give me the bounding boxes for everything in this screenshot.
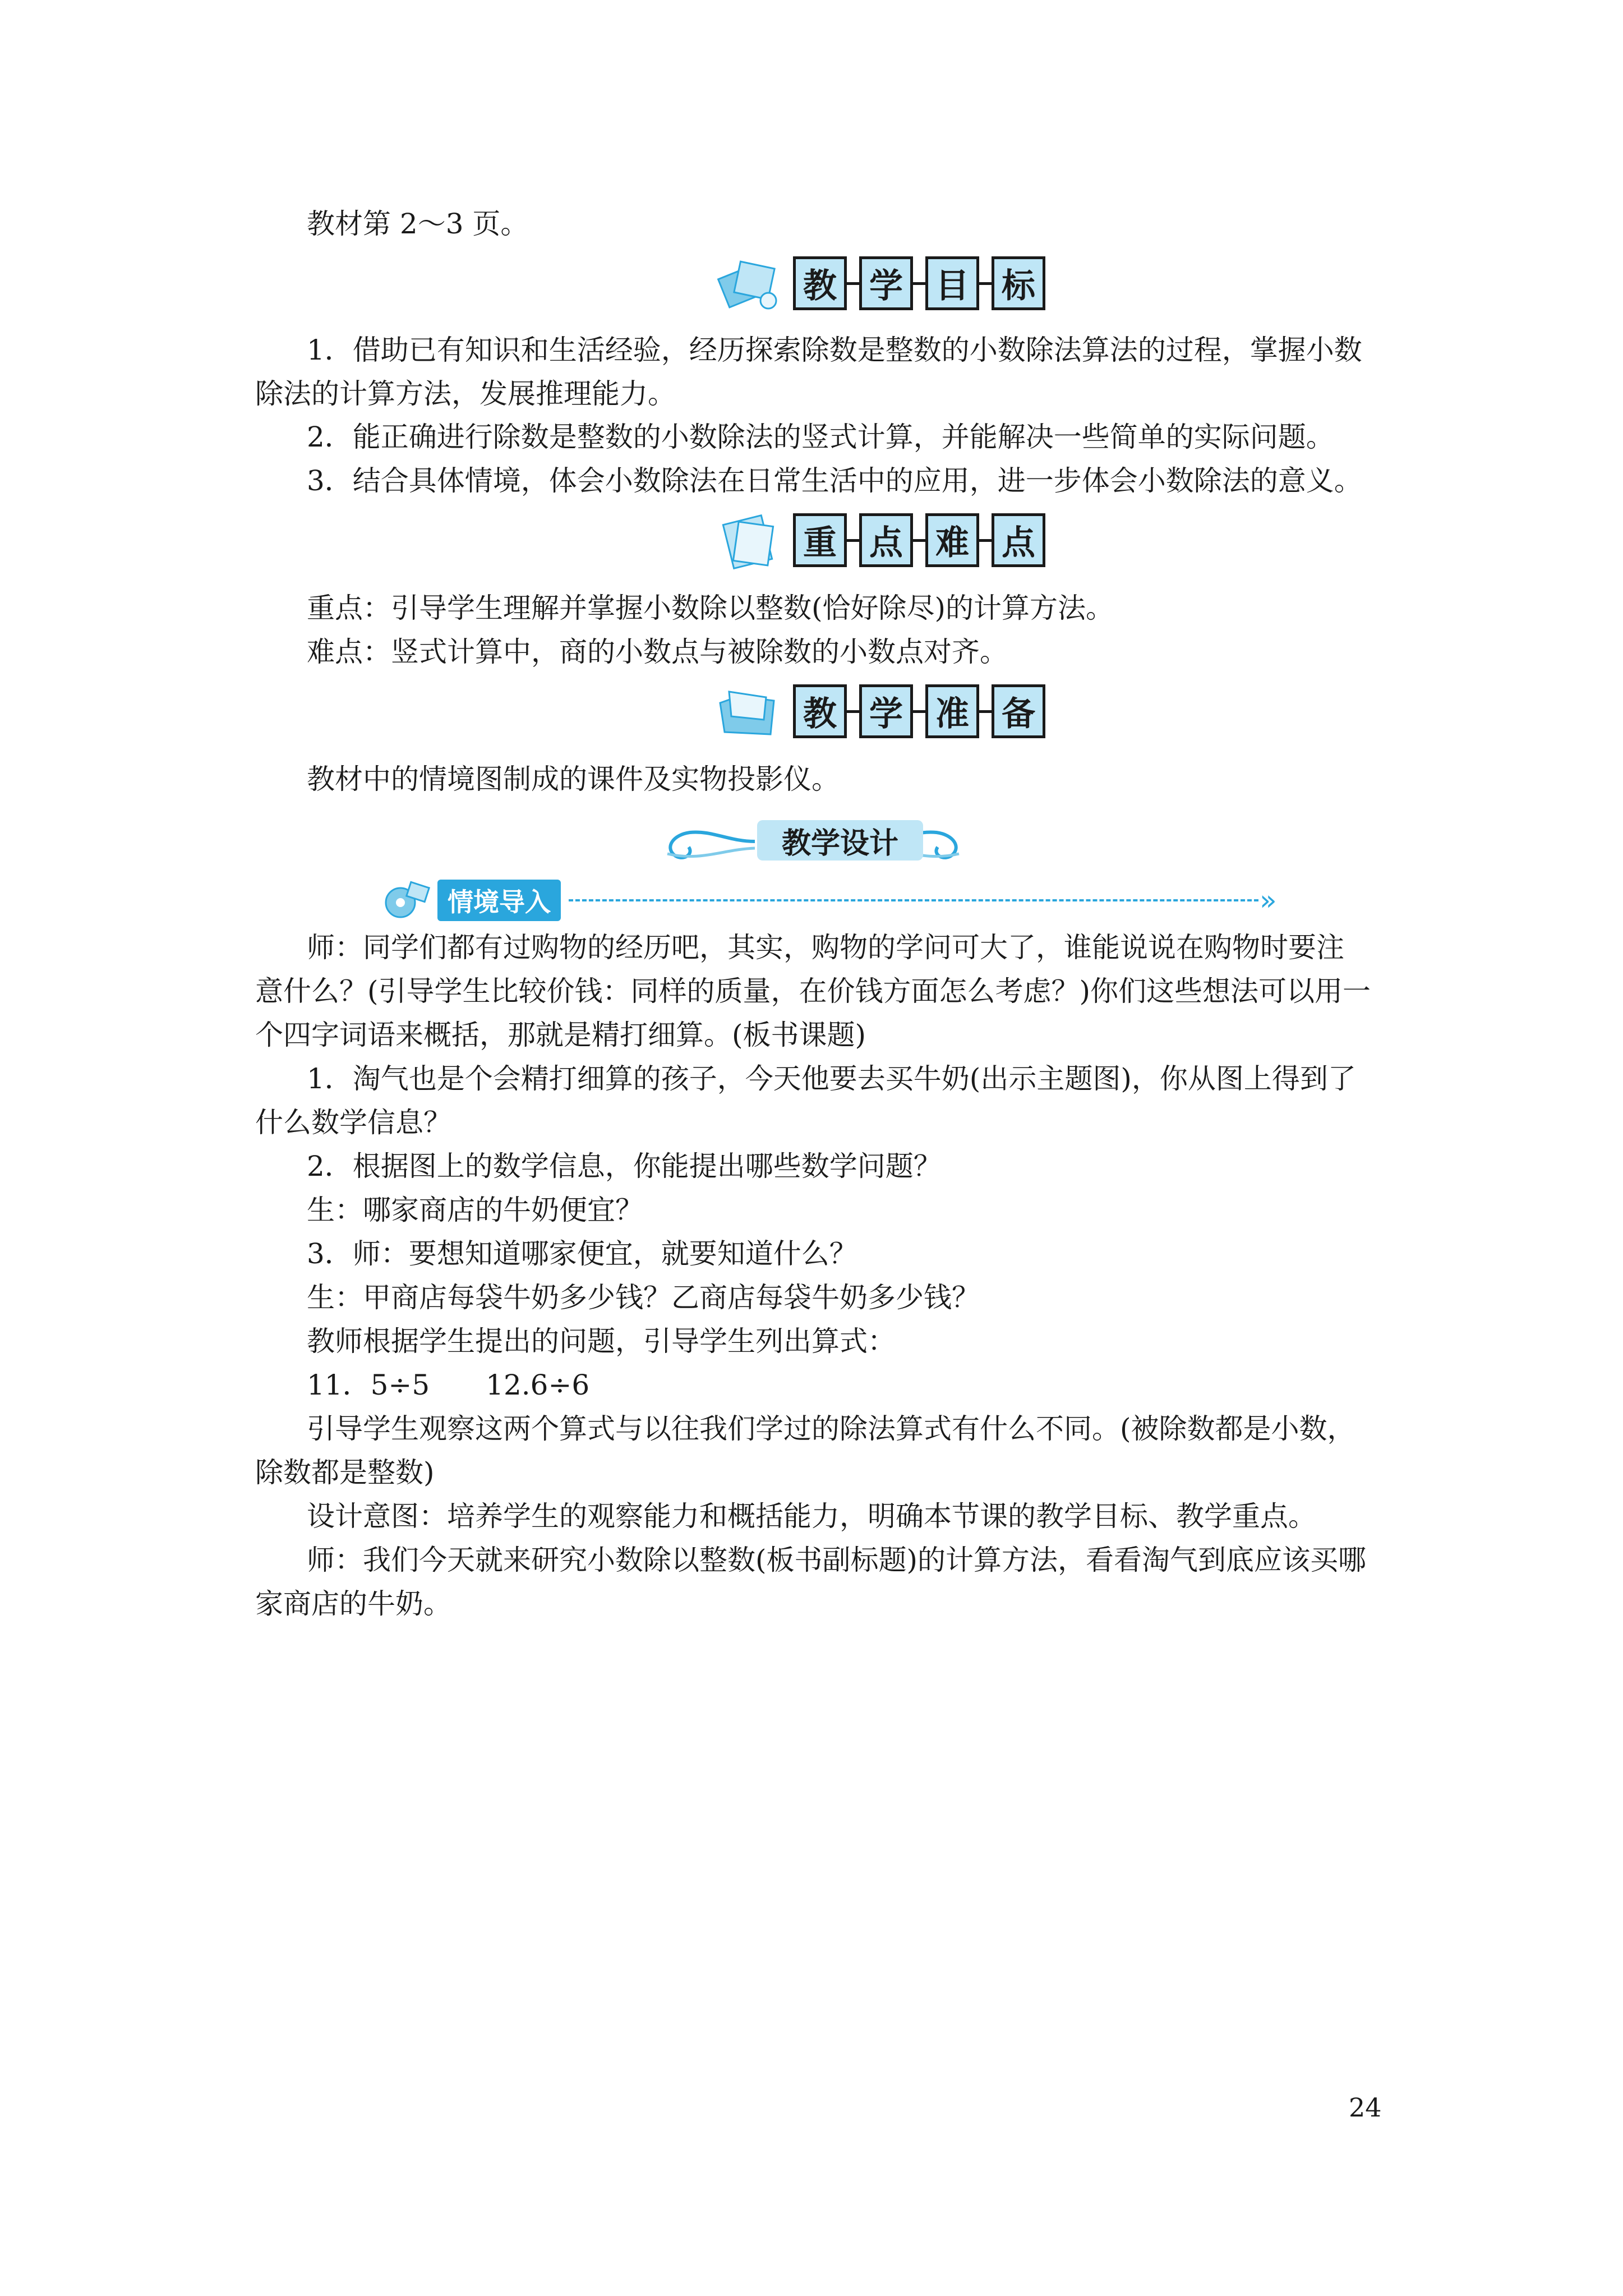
header-char: 重 [793, 513, 847, 567]
header-char: 点 [992, 513, 1045, 567]
body-paragraph: 设计意图：培养学生的观察能力和概括能力，明确本节课的教学目标、教学重点。 [307, 1500, 1316, 1533]
goal-item: 3．结合具体情境，体会小数除法在日常生活中的应用，进一步体会小数除法的意义。 [307, 464, 1362, 497]
section-header-prep [712, 680, 1045, 742]
header-connector [913, 282, 925, 285]
paper-icon [712, 509, 785, 571]
header-connector [847, 282, 859, 285]
header-char: 标 [992, 256, 1045, 310]
intro-tag-label: 情境导入 [437, 880, 561, 921]
body-paragraph: 教师根据学生提出的问题，引导学生列出算式： [307, 1325, 896, 1358]
key-point-item: 难点：竖式计算中，商的小数点与被除数的小数点对齐。 [307, 636, 1008, 668]
design-banner-label: 教学设计 [757, 820, 923, 861]
equation-line: 11．5÷5 12.6÷6 [307, 1369, 590, 1401]
body-paragraph: 师：同学们都有过购物的经历吧，其实，购物的学问可大了，谁能说说在购物时要注意什么？(引导学生比较价钱：同样的质量，在价钱方面怎么考虑？)你们这些想法可以用一个四字词语来概括，那就是精打细算。(板书课题) [255, 931, 1371, 1051]
intro-tag [381, 878, 1277, 923]
double-chevron-icon: » [1260, 884, 1277, 917]
header-char: 难 [925, 513, 979, 567]
body-paragraph: 生：甲商店每袋牛奶多少钱？乙商店每袋牛奶多少钱？ [307, 1281, 980, 1314]
body-paragraph: 3．师：要想知道哪家便宜，就要知道什么？ [307, 1237, 857, 1270]
header-char: 学 [859, 684, 913, 738]
page-number: 24 [1349, 2092, 1382, 2123]
header-connector [913, 710, 925, 713]
body-paragraph: 引导学生观察这两个算式与以往我们学过的除法算式有什么不同。(被除数都是小数，除数都是整数) [255, 1412, 1355, 1489]
header-connector [979, 282, 992, 285]
header-char: 教 [793, 684, 847, 738]
section-header-goals [712, 252, 1045, 314]
header-char: 学 [859, 256, 913, 310]
dashed-line [569, 899, 1258, 901]
body-paragraph: 1．淘气也是个会精打细算的孩子，今天他要去买牛奶(出示主题图)，你从图上得到了什么数学信息？ [255, 1062, 1356, 1139]
header-connector [847, 710, 859, 713]
header-char: 教 [793, 256, 847, 310]
folder-icon [712, 680, 785, 742]
header-connector [979, 539, 992, 542]
body-paragraph: 生：哪家商店的牛奶便宜？ [307, 1194, 643, 1226]
header-char: 备 [992, 684, 1045, 738]
film-reel-icon [381, 878, 432, 923]
intro-line: 教材第 2～3 页。 [307, 208, 529, 240]
header-connector [913, 539, 925, 542]
body-paragraph: 师：我们今天就来研究小数除以整数(板书副标题)的计算方法，看看淘气到底应该买哪家商店的牛奶。 [255, 1544, 1367, 1620]
design-banner [645, 808, 981, 875]
goal-item: 1．借助已有知识和生活经验，经历探索除数是整数的小数除法算法的过程，掌握小数除法的计算方法，发展推理能力。 [255, 334, 1362, 410]
body-paragraph: 2．根据图上的数学信息，你能提出哪些数学问题？ [307, 1150, 942, 1182]
prep-text: 教材中的情境图制成的课件及实物投影仪。 [307, 763, 840, 795]
header-char: 点 [859, 513, 913, 567]
goal-item: 2．能正确进行除数是整数的小数除法的竖式计算，并能解决一些简单的实际问题。 [307, 421, 1334, 453]
header-connector [979, 710, 992, 713]
key-point-item: 重点：引导学生理解并掌握小数除以整数(恰好除尽)的计算方法。 [307, 592, 1114, 624]
section-header-key-points [712, 509, 1045, 571]
book-stack-icon [712, 252, 785, 314]
header-connector [847, 539, 859, 542]
header-char: 目 [925, 256, 979, 310]
header-char: 准 [925, 684, 979, 738]
